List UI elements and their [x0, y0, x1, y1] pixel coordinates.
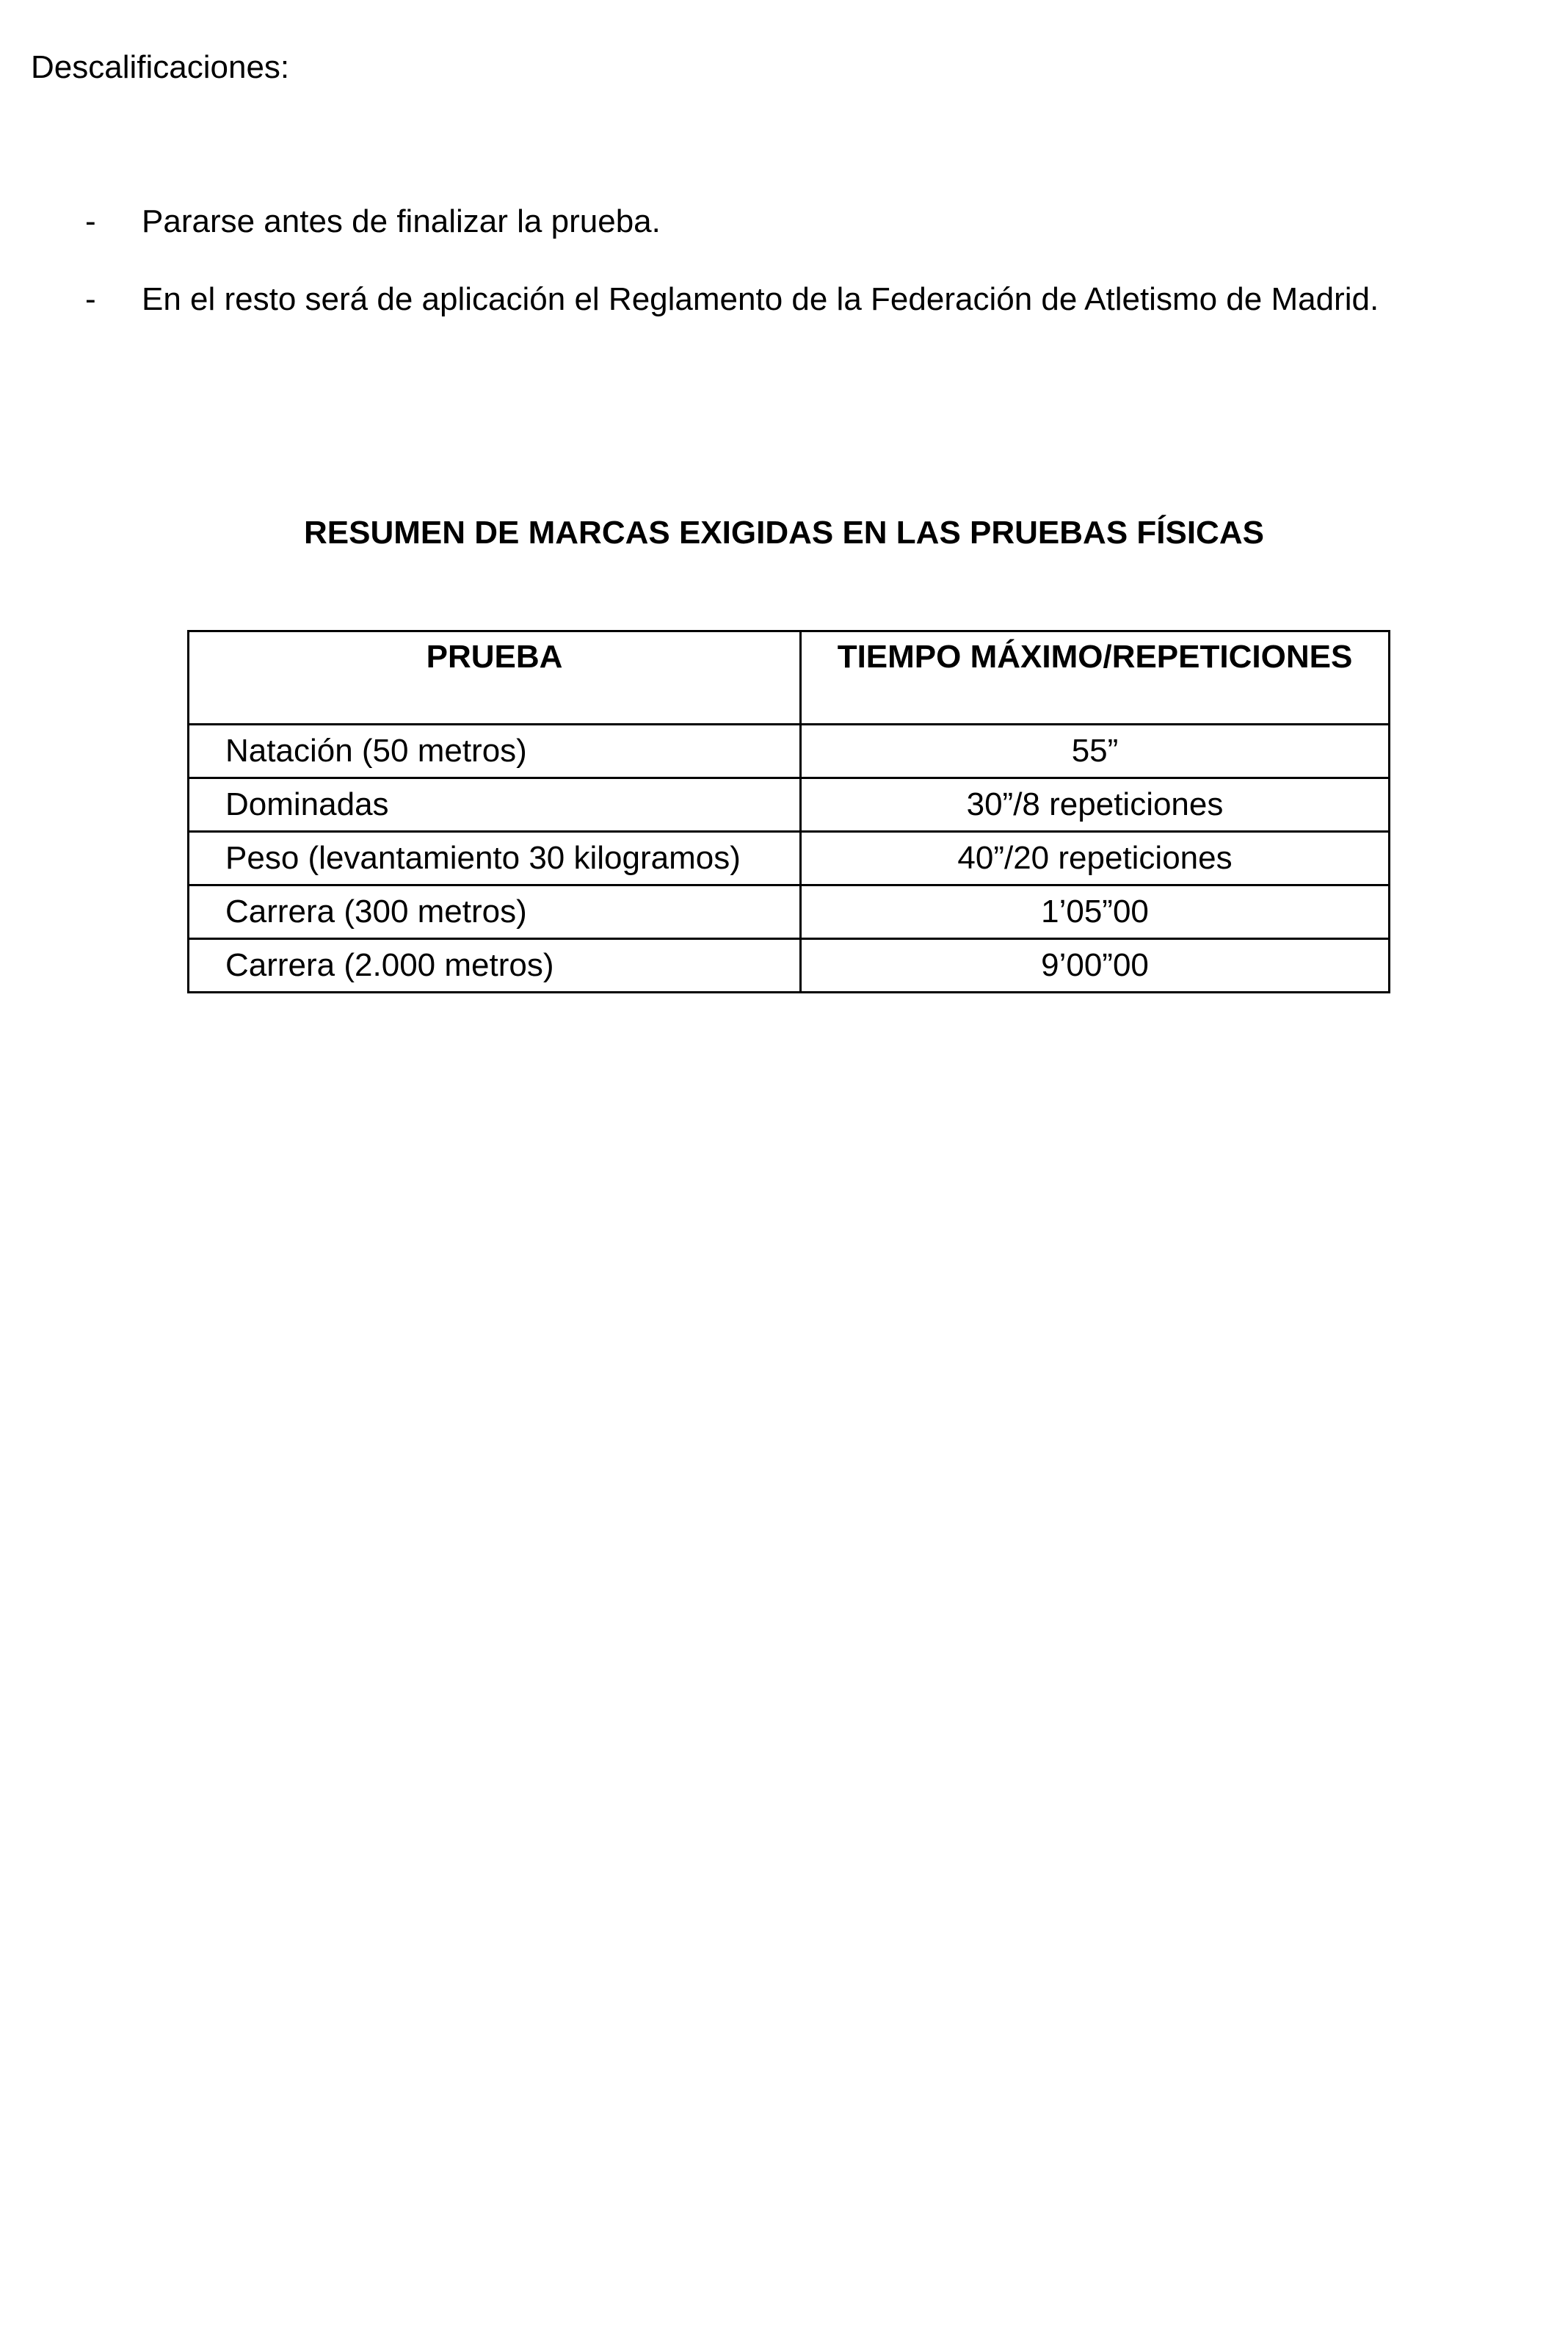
table-header-row — [189, 631, 1390, 725]
section-heading: Descalificaciones: — [31, 49, 290, 85]
marks-table — [187, 630, 1390, 993]
table-cell-mark: 55” — [801, 725, 1390, 778]
table-cell-test: Peso (levantamiento 30 kilogramos) — [189, 832, 801, 885]
list-item — [0, 280, 1568, 319]
table-cell-mark: 9’00”00 — [801, 939, 1390, 993]
list-item-text: En el resto será de aplicación el Reglamento de la Federación de Atletismo de Madrid. — [142, 281, 1379, 317]
table-cell-mark: 1’05”00 — [801, 885, 1390, 939]
summary-title: RESUMEN DE MARCAS EXIGIDAS EN LAS PRUEBAS FÍSICAS — [304, 515, 1264, 551]
column-header-mark: TIEMPO MÁXIMO/REPETICIONES — [801, 631, 1390, 725]
table-cell-test: Carrera (2.000 metros) — [189, 939, 801, 993]
disqualification-list — [0, 203, 1568, 358]
table-cell-test: Carrera (300 metros) — [189, 885, 801, 939]
bullet-marker: - — [85, 203, 96, 239]
table-row — [189, 832, 1390, 885]
table-cell-test: Natación (50 metros) — [189, 725, 801, 778]
table-cell-mark: 40”/20 repeticiones — [801, 832, 1390, 885]
table-cell-mark: 30”/8 repeticiones — [801, 778, 1390, 832]
table-row — [189, 885, 1390, 939]
table-row — [189, 939, 1390, 993]
list-item-text: Pararse antes de finalizar la prueba. — [142, 203, 661, 239]
list-item — [0, 203, 1568, 241]
column-header-test: PRUEBA — [189, 631, 801, 725]
table-cell-test: Dominadas — [189, 778, 801, 832]
bullet-marker: - — [85, 281, 96, 317]
table-row — [189, 725, 1390, 778]
table-row — [189, 778, 1390, 832]
